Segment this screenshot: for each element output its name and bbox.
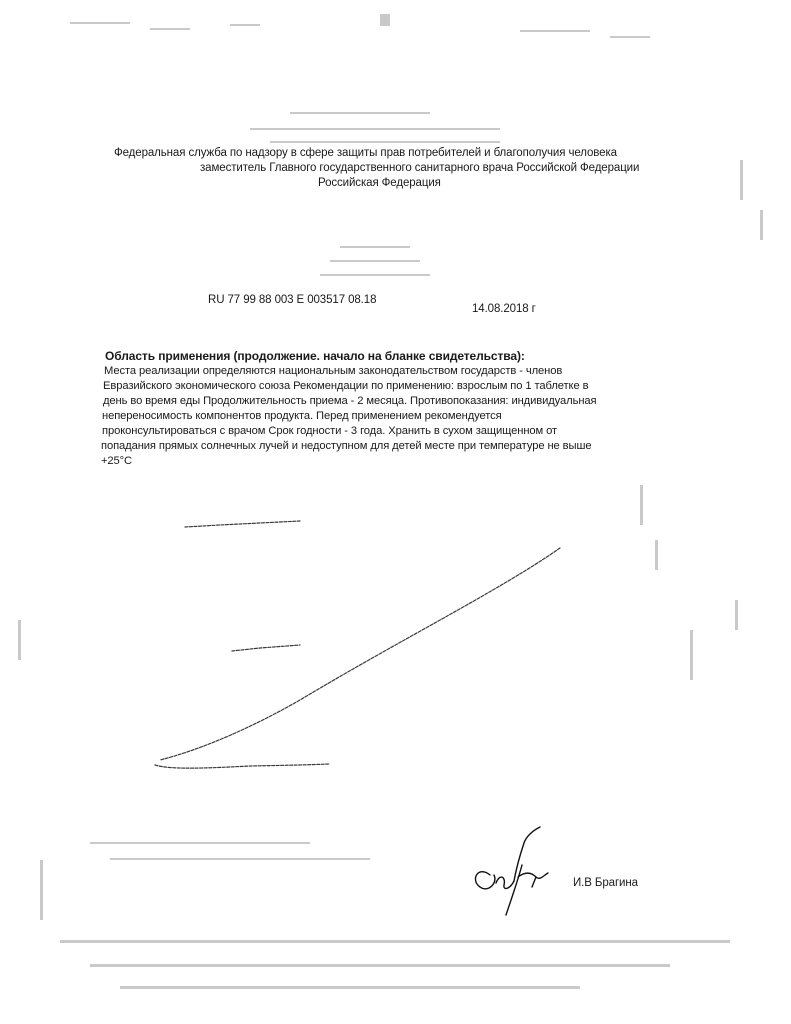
header-agency-line: Федеральная служба по надзору в сфере защиты прав потребителей и благополучия человека [114, 147, 617, 159]
scope-text-line: проконсультироваться с врачом Срок годности - 3 года. Хранить в сухом защищенном от [102, 425, 558, 437]
signatory-name: И.В Брагина [573, 877, 638, 889]
header-country-line: Российская Федерация [318, 177, 441, 189]
scope-text-line: день во время еды Продолжительность приема - 2 месяца. Противопоказания: индивидуальная [103, 395, 597, 407]
certificate-number: RU 77 99 88 003 E 003517 08.18 [208, 294, 377, 306]
scope-text-line: Евразийского экономического союза Рекомендации по применению: взрослым по 1 таблетке в [103, 380, 589, 392]
scope-heading: Область применения (продолжение. начало на бланке свидетельства): [105, 349, 525, 363]
header-deputy-line: заместитель Главного государственного санитарного врача Российской Федерации [200, 162, 640, 174]
scope-text-line: +25°С [101, 455, 133, 467]
scope-text-line: непереносимость компонентов продукта. Перед применением рекомендуется [102, 410, 502, 422]
signature-mark [460, 825, 560, 920]
scope-text-line: Места реализации определяются национальным законодательством государств - членов [104, 365, 563, 377]
scope-text-line: попадания прямых солнечных лучей и недоступном для детей месте при температуре не выше [101, 440, 592, 452]
certificate-date: 14.08.2018 г [472, 303, 536, 315]
